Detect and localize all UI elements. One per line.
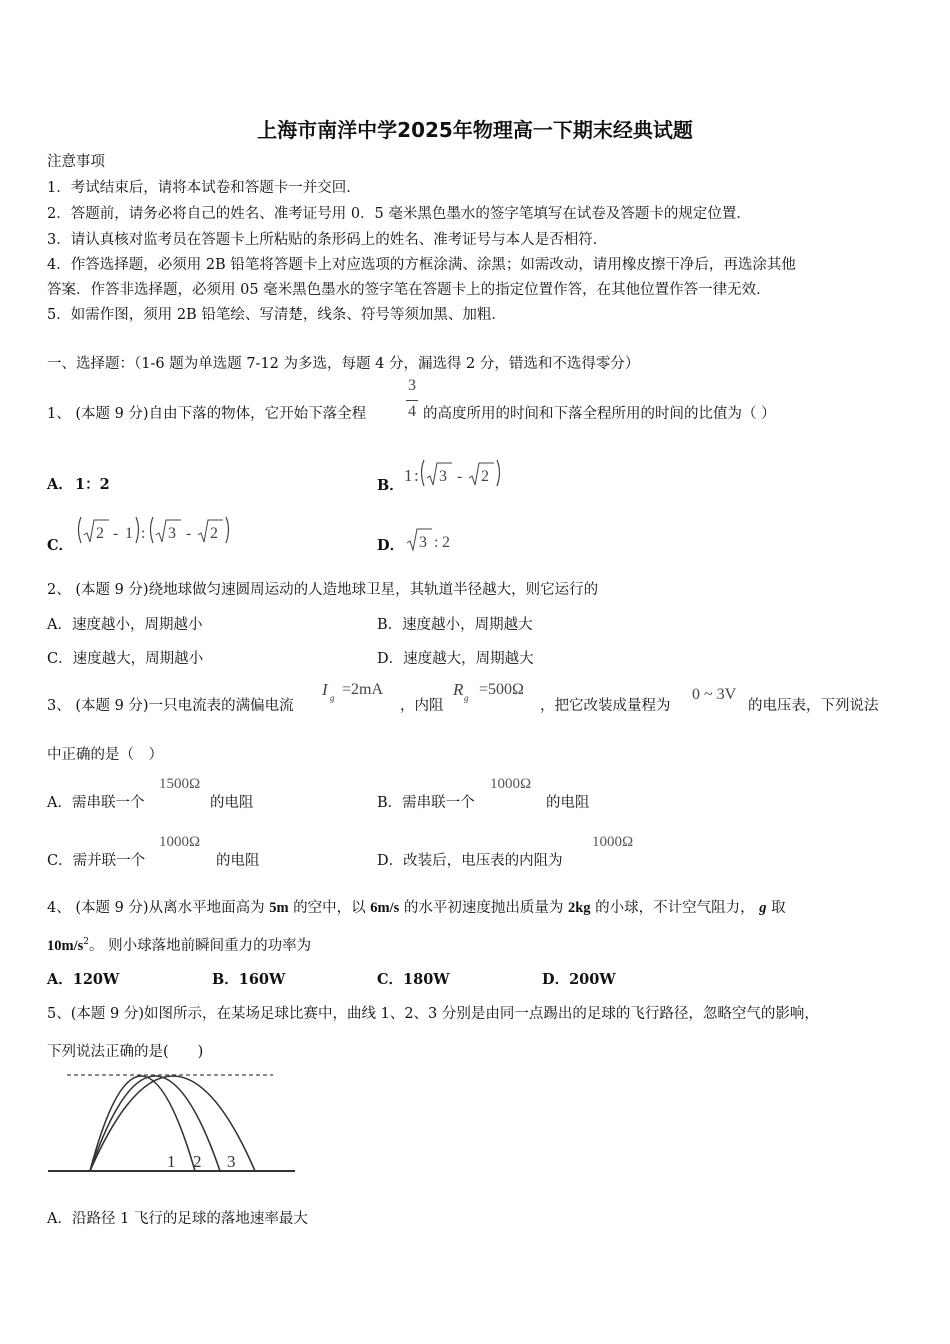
option-b-post: 的电阻 — [546, 795, 590, 811]
q4-speed: 6m/s — [370, 900, 400, 916]
math-three: 3 — [168, 525, 176, 542]
notice-heading: 注意事项 — [47, 154, 105, 170]
math-minus: - — [113, 525, 119, 542]
q4-text-e: 取 — [771, 900, 786, 916]
q4-text-a: 4、 (本题 9 分)从离水平地面高为 — [47, 900, 265, 916]
question-3-line2: 中正确的是（ ） — [47, 747, 163, 763]
option-d-pre: D．改装后，电压表的内阻为 — [377, 853, 563, 869]
question-3-part1: 3、 (本题 9 分)一只电流表的满偏电流 — [47, 698, 294, 714]
math-minus: - — [457, 468, 463, 485]
question-2-stem: 2、 (本题 9 分)绕地球做匀速圆周运动的人造地球卫星，其轨道半径越大，则它运行的 — [47, 582, 599, 598]
option-d-formula — [404, 526, 464, 554]
ig-symbol: I — [322, 680, 328, 699]
option-d: D．200W — [542, 971, 616, 988]
option-b: B．速度越小，周期越大 — [377, 617, 533, 633]
question-5-line1: 5、(本题 9 分)如图所示，在某场足球比赛中，曲线 1、2、3 分别是由同一点踢出的足球的飞行路径，忽略空气的影响， — [47, 1006, 819, 1022]
q4-text-c: 的水平初速度抛出质量为 — [403, 900, 564, 916]
option-b-formula — [402, 456, 512, 490]
trajectory-figure — [45, 1066, 300, 1178]
q4-height: 5m — [269, 900, 289, 916]
question-3-part3: ，把它改装成量程为 — [540, 698, 671, 714]
option-d-label: D． — [377, 537, 405, 554]
math-colon: : — [434, 534, 439, 551]
q4-mass: 2kg — [567, 900, 591, 916]
option-b-value: 1000Ω — [490, 776, 532, 792]
option-a-label: A． — [47, 476, 73, 493]
math-one: 1 — [404, 466, 413, 485]
option-a: A．沿路径 1 飞行的足球的落地速率最大 — [47, 1211, 308, 1227]
option-b-pre: B．需串联一个 — [377, 795, 475, 811]
option-d: D．速度越大，周期越大 — [377, 651, 534, 667]
math-two: 2 — [442, 534, 450, 551]
option-b: B．160W — [212, 971, 286, 988]
trajectory-label-1: 1 — [167, 1152, 176, 1171]
option-b-label: B． — [377, 477, 404, 494]
option-c: C．180W — [377, 971, 450, 988]
q4-line2-text: 。 则小球落地前瞬间重力的功率为 — [88, 938, 312, 954]
notice-item: 3．请认真核对监考员在答题卡上所粘贴的条形码上的姓名、准考证号与本人是否相符． — [47, 232, 608, 248]
option-a: A．120W — [47, 971, 120, 988]
option-c-formula — [73, 513, 238, 549]
rg-value: =500Ω — [479, 681, 524, 698]
option-c-pre: C．需并联一个 — [47, 853, 146, 869]
question-1-prefix: 1、 (本题 9 分)自由下落的物体，它开始下落全程 — [47, 406, 367, 422]
ig-value: =2mA — [342, 681, 384, 698]
fraction-bar — [406, 400, 418, 401]
question-4-line1 — [47, 896, 786, 917]
question-1-suffix: 的高度所用的时间和下落全程所用的时间的比值为（ ） — [423, 406, 776, 422]
question-4-line2 — [47, 934, 311, 955]
notice-item: 1．考试结束后，请将本试卷和答题卡一并交回． — [47, 180, 361, 196]
math-minus: - — [186, 525, 192, 542]
math-two: 2 — [481, 468, 489, 485]
math-three: 3 — [439, 468, 447, 485]
option-c-value: 1000Ω — [159, 834, 201, 850]
question-3-part2: ，内阻 — [400, 698, 444, 714]
question-3-part4: 的电压表，下列说法 — [748, 698, 879, 714]
notice-item: 答案．作答非选择题，必须用 05 毫米黑色墨水的签字笔在答题卡上的指定位置作答，在其他位置作答一律无效． — [47, 282, 771, 298]
notice-item: 5．如需作图，须用 2B 铅笔绘、写清楚，线条、符号等须加黑、加粗． — [47, 307, 506, 323]
math-three: 3 — [419, 534, 427, 551]
option-c-label: C． — [47, 537, 74, 554]
notice-item: 4．作答选择题，必须用 2B 铅笔将答题卡上对应选项的方框涂满、涂黑；如需改动，请用橡皮擦干净后，再选涂其他 — [47, 257, 796, 273]
notice-item: 2．答题前，请务必将自己的姓名、准考证号用 0．5 毫米黑色墨水的签字笔填写在试卷及答题卡的规定位置． — [47, 206, 751, 222]
option-a-pre: A．需串联一个 — [47, 795, 145, 811]
option-d-value: 1000Ω — [592, 834, 634, 850]
trajectory-label-2: 2 — [193, 1152, 202, 1171]
math-colon: : — [414, 466, 419, 485]
ig-subscript: g — [330, 693, 335, 703]
option-a-post: 的电阻 — [210, 795, 254, 811]
trajectory-label-3: 3 — [227, 1152, 236, 1171]
option-a-value: 1500Ω — [159, 776, 201, 792]
option-a: A．速度越小，周期越小 — [47, 617, 203, 633]
rg-symbol: R — [453, 680, 464, 699]
fraction-denominator: 4 — [408, 403, 416, 420]
q4-text-d: 的小球，不计空气阻力， — [595, 900, 755, 916]
q4-text-b: 的空中，以 — [293, 900, 366, 916]
option-c-post: 的电阻 — [216, 853, 260, 869]
q4-gravity-sup: 2 — [83, 937, 89, 948]
section-heading: 一、选择题：（1-6 题为单选题 7-12 为多选，每题 4 分，漏选得 2 分，错选和不选得零分） — [47, 356, 640, 372]
math-one: 1 — [125, 525, 133, 542]
question-5-line2: 下列说法正确的是( ) — [47, 1044, 204, 1060]
math-two: 2 — [210, 525, 218, 542]
math-colon: : — [141, 525, 146, 542]
q4-g: g — [759, 900, 767, 916]
option-a-text: 1：2 — [75, 476, 110, 493]
option-c: C．速度越大，周期越小 — [47, 651, 204, 667]
q4-gravity-value: 10m/s — [47, 938, 84, 954]
fraction-numerator: 3 — [408, 377, 416, 394]
rg-subscript: g — [464, 693, 469, 703]
page-title: 上海市南洋中学2025年物理高一下期末经典试题 — [257, 118, 693, 142]
math-two: 2 — [96, 525, 104, 542]
range-value: 0 ~ 3V — [692, 686, 737, 703]
